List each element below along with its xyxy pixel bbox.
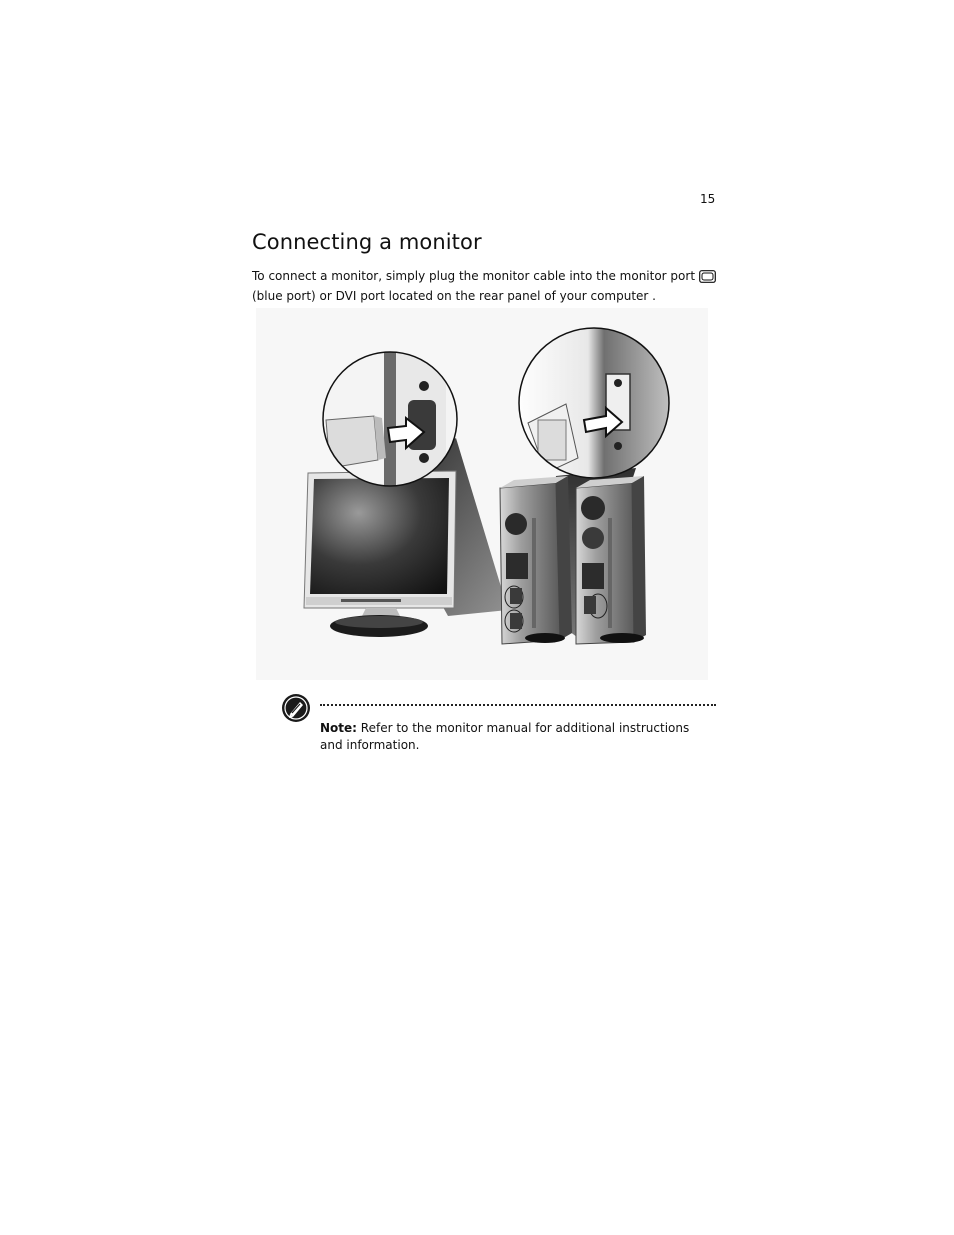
intro-paragraph	[252, 268, 722, 304]
note-paragraph	[320, 720, 700, 753]
note-pen-icon	[281, 693, 311, 723]
monitor-port-icon	[699, 270, 716, 288]
monitor-connection-illustration	[256, 308, 708, 680]
note-line-2: and information.	[320, 737, 420, 752]
note-text-1: Refer to the monitor manual for additional instructions	[360, 721, 690, 735]
note-divider	[320, 704, 716, 706]
note-label: Note:	[320, 721, 357, 735]
page-title: Connecting a monitor	[252, 230, 482, 254]
note-line-1	[320, 720, 700, 737]
intro-text-1: To connect a monitor, simply plug the monitor cable into the monitor port	[252, 269, 696, 283]
intro-line-2: (blue port) or DVI port located on the rear panel of your computer .	[252, 288, 656, 303]
page-number: 15	[700, 192, 716, 206]
intro-line-1	[252, 268, 722, 288]
